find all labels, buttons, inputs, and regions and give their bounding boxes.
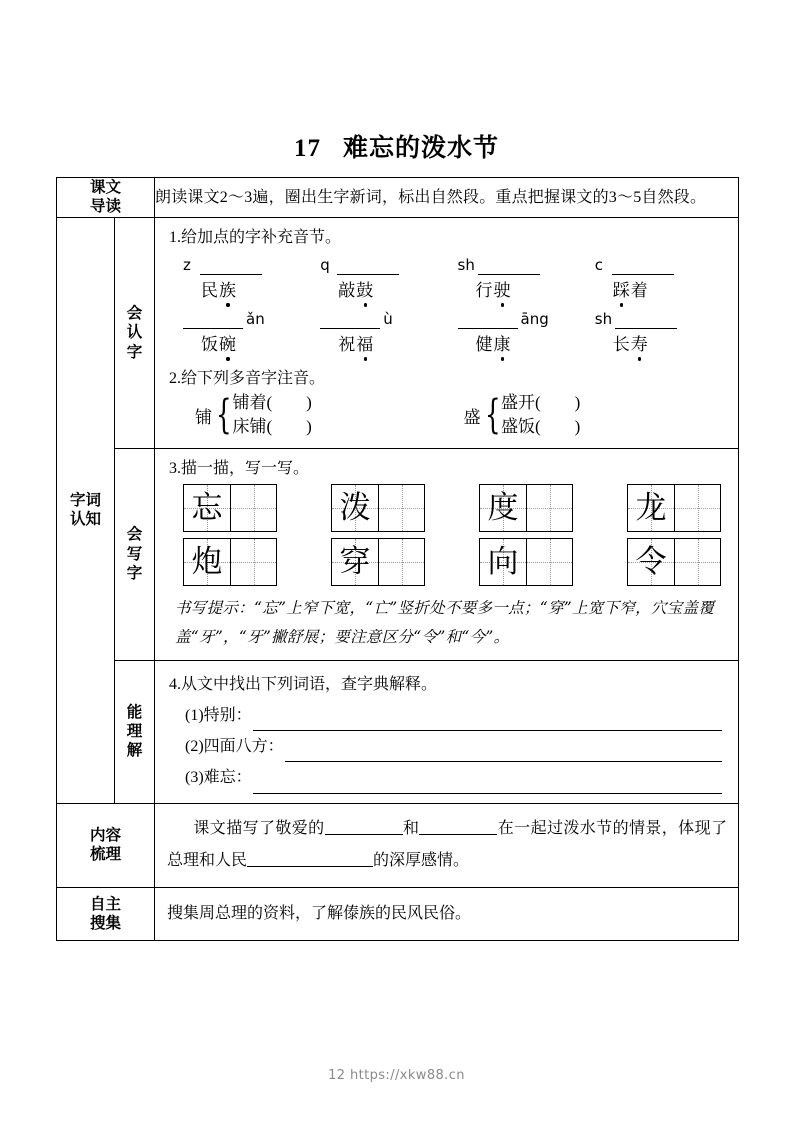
character-grid-box[interactable] (331, 538, 425, 586)
definition-line (169, 762, 726, 793)
row-label-word-cognition-line1: 字词 (69, 491, 101, 509)
definition-line (169, 731, 726, 762)
pinyin-word (458, 330, 595, 355)
pinyin-blank[interactable] (478, 257, 540, 275)
sub-label-understand (115, 660, 155, 803)
sub-label-write (115, 449, 155, 661)
pinyin-word-char: 饭 (201, 334, 219, 354)
grid-character: 忘 (191, 489, 223, 526)
sub-label-understand-c2: 解 (126, 742, 143, 760)
content-review-part2: 和 (402, 819, 420, 837)
lesson-title: 难忘的泼水节 (342, 135, 499, 162)
grid-cell-empty[interactable] (378, 485, 424, 531)
pinyin-prefix: sh (594, 309, 613, 328)
pinyin-word (320, 330, 457, 355)
writing-tip-text: 书写提示：“忘”上窄下宽，“亡”竖折处不要多一点；“穿”上宽下窄，穴宝盖覆盖“牙”，“牙”撇舒展；要注意区分“令”和“今”。 (175, 599, 715, 647)
content-review-cell (155, 803, 739, 887)
definition-blank[interactable] (285, 746, 722, 762)
grid-character: 向 (487, 543, 519, 580)
grid-cell-empty[interactable] (526, 539, 572, 585)
row-label-lead (57, 178, 155, 218)
pinyin-item (183, 305, 320, 355)
question-3-title: 3.描一描，写一写。 (169, 460, 310, 478)
definition-label: (2)四面八方： (185, 738, 284, 756)
self-collect-text: 搜集周总理的资料，了解傣族的民风民俗。 (167, 904, 472, 922)
polyphonic-head: 铺 (195, 407, 212, 427)
table-row-recognize (57, 217, 739, 448)
pinyin-word-char: 民 (201, 280, 219, 300)
character-grid-box[interactable] (627, 538, 721, 586)
table-row-write (57, 449, 739, 661)
lead-instruction-cell (155, 178, 739, 218)
grid-cell-empty[interactable] (526, 485, 572, 531)
worksheet-table (56, 177, 739, 941)
character-grid-box[interactable] (627, 484, 721, 532)
content-review-blank-1[interactable] (325, 819, 403, 835)
definition-blank[interactable] (253, 715, 722, 731)
pinyin-word-char: 祝 (338, 334, 357, 354)
character-grid-box[interactable] (183, 538, 277, 586)
pinyin-blank[interactable] (458, 311, 518, 329)
polyphonic-items (232, 391, 311, 440)
polyphonic-item[interactable]: 床铺( ) (232, 417, 312, 437)
page-title (0, 128, 793, 164)
polyphonic-items (501, 391, 580, 440)
table-row-lead (57, 178, 739, 218)
pinyin-row-2 (169, 305, 732, 355)
pinyin-word-char-dotted: 碗 (219, 330, 237, 355)
page-footer: 12 https://xkw88.cn (328, 1068, 465, 1083)
row-label-content-review (57, 803, 155, 887)
pinyin-item (458, 251, 595, 301)
sub-label-write-c0: 会 (126, 526, 143, 544)
grid-character: 穿 (339, 543, 371, 580)
polyphonic-item[interactable]: 盛开( ) (500, 392, 581, 412)
pinyin-blank[interactable] (320, 311, 380, 329)
pinyin-word (458, 276, 595, 301)
polyphonic-group (464, 391, 733, 440)
polyphonic-item[interactable]: 盛饭( ) (500, 417, 581, 437)
pinyin-item (320, 251, 457, 301)
pinyin-word (320, 276, 457, 301)
pinyin-word (183, 330, 320, 355)
definition-blank[interactable] (253, 778, 722, 794)
pinyin-item (595, 251, 732, 301)
character-grid-box[interactable] (183, 484, 277, 532)
pinyin-word-char: 行 (475, 280, 494, 300)
pinyin-suffix: ǎn (246, 309, 265, 328)
brace-icon: { (215, 392, 232, 439)
pinyin-word-char: 敲 (338, 280, 357, 300)
pinyin-item (320, 305, 457, 355)
pinyin-blank[interactable] (183, 311, 243, 329)
polyphonic-group (195, 391, 464, 440)
row-label-self-collect-line1: 自主 (89, 895, 121, 913)
pinyin-prefix: z (183, 255, 191, 274)
sub-label-understand-c0: 能 (126, 703, 143, 721)
write-content-cell (155, 449, 739, 661)
polyphonic-head: 盛 (463, 407, 481, 427)
row-label-word-cognition (57, 217, 115, 803)
character-grid-row-2 (155, 538, 738, 586)
grid-cell-empty[interactable] (674, 539, 720, 585)
table-row-self-collect (57, 887, 739, 941)
content-review-part3: 在一起过泼水节的情景，体现了总理和人民 (167, 819, 727, 869)
pinyin-word-char-dotted: 福 (356, 330, 374, 355)
row-label-self-collect (57, 887, 155, 941)
row-label-content-review-line2: 梳理 (89, 846, 121, 864)
pinyin-word (183, 276, 320, 301)
pinyin-blank[interactable] (615, 311, 677, 329)
pinyin-word-char-dotted: 康 (494, 330, 512, 355)
pinyin-word-char-dotted: 踩 (613, 276, 631, 301)
sub-label-write-c2: 字 (126, 565, 143, 583)
pinyin-word-char-dotted: 寿 (631, 330, 649, 355)
question-1-title: 1.给加点的字补充音节。 (169, 228, 342, 246)
lead-instruction-text: 朗读课文2～3遍，圈出生字新词，标出自然段。重点把握课文的3～5自然段。 (155, 188, 707, 206)
pinyin-word (595, 276, 732, 301)
definition-line (169, 700, 726, 731)
row-label-lead-line1: 课文 (89, 179, 121, 196)
table-row-understand (57, 660, 739, 803)
polyphonic-row (169, 391, 732, 440)
question-2-title: 2.给下列多音字注音。 (169, 369, 326, 387)
sub-label-recognize-c1: 认 (126, 324, 143, 342)
pinyin-prefix: q (320, 255, 330, 274)
pinyin-blank[interactable] (200, 257, 262, 275)
grid-cell-empty[interactable] (230, 485, 276, 531)
grid-character: 炮 (191, 543, 223, 580)
character-grid-box[interactable] (479, 538, 573, 586)
content-review-blank-3[interactable] (247, 851, 373, 867)
grid-character: 泼 (339, 489, 371, 526)
grid-cell-empty[interactable] (378, 539, 424, 585)
grid-character: 龙 (635, 489, 667, 526)
pinyin-word-char: 健 (475, 334, 494, 354)
recognize-content-cell (155, 217, 739, 448)
content-review-part1: 课文描写了敬爱的 (193, 819, 325, 837)
pinyin-item (595, 305, 732, 355)
character-grid-box[interactable] (479, 484, 573, 532)
content-review-blank-2[interactable] (419, 819, 497, 835)
row-label-lead-line2: 导读 (89, 198, 121, 216)
pinyin-item (458, 305, 595, 355)
pinyin-word-char-dotted: 驶 (494, 276, 512, 301)
content-review-part4: 的深厚感情。 (373, 851, 470, 869)
brace-icon: { (484, 392, 501, 439)
content-review-text (155, 804, 738, 887)
sub-label-write-c1: 写 (126, 545, 143, 563)
pinyin-word-char: 长 (612, 334, 631, 354)
table-row-content-review (57, 803, 739, 887)
pinyin-row-1 (169, 251, 732, 301)
question-4-title: 4.从文中找出下列词语，查字典解释。 (169, 675, 438, 693)
pinyin-word-char: 着 (630, 280, 649, 300)
grid-cell-empty[interactable] (674, 485, 720, 531)
grid-cell-empty[interactable] (230, 539, 276, 585)
sub-label-understand-c1: 理 (126, 723, 143, 741)
pinyin-suffix: ù (383, 309, 393, 328)
pinyin-word (595, 330, 732, 355)
pinyin-suffix: āng (520, 309, 549, 328)
sub-label-recognize (115, 217, 155, 448)
self-collect-cell (155, 887, 739, 941)
row-label-word-cognition-line2: 认知 (69, 511, 101, 529)
sub-label-recognize-c0: 会 (126, 304, 143, 322)
definition-label: (3)难忘： (185, 769, 252, 787)
character-grid-box[interactable] (331, 484, 425, 532)
row-label-self-collect-line2: 搜集 (89, 915, 121, 933)
polyphonic-item[interactable]: 铺着( ) (232, 392, 312, 412)
lesson-number: 17 (293, 135, 321, 162)
row-label-content-review-line1: 内容 (89, 826, 121, 844)
grid-character: 度 (487, 489, 519, 526)
sub-label-recognize-c2: 字 (126, 343, 143, 361)
pinyin-word-char-dotted: 鼓 (356, 276, 374, 301)
grid-character: 令 (635, 543, 667, 580)
pinyin-word-char-dotted: 族 (219, 276, 237, 301)
character-grid-row-1 (155, 484, 738, 532)
pinyin-blank[interactable] (337, 257, 399, 275)
understand-content-cell (155, 660, 739, 803)
definition-label: (1)特别： (185, 707, 252, 725)
pinyin-item (183, 251, 320, 301)
pinyin-prefix: sh (457, 255, 475, 274)
pinyin-blank[interactable] (612, 257, 674, 275)
pinyin-prefix: c (594, 255, 603, 274)
